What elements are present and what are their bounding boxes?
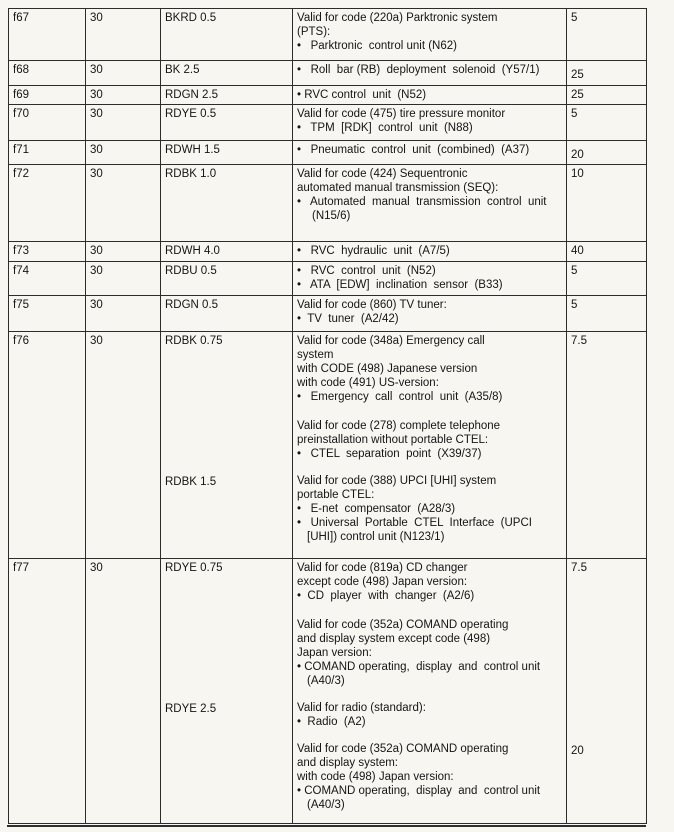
table-row: [9, 332, 647, 559]
fuse-id-cell: [9, 262, 86, 296]
amp-cell: [86, 242, 161, 262]
table-row: [9, 559, 647, 824]
desc-block: [297, 701, 561, 729]
desc-line: (N15/6): [312, 210, 351, 222]
desc-line: Valid for code (388) UPCI [UHI] system: [297, 475, 497, 487]
fuse-id-cell: [9, 105, 86, 141]
desc-block: [297, 419, 561, 461]
desc-line: Valid for code (424) Sequentronic: [297, 168, 468, 180]
desc-block: [297, 334, 561, 404]
desc-line: • Roll bar (RB) deployment solenoid (Y57/1): [297, 64, 540, 76]
desc-line: Valid for code (352a) COMAND operating: [297, 743, 509, 755]
wire-cell: [161, 9, 293, 61]
table-row: [9, 242, 647, 262]
wire-code: RDYE 2.5: [165, 703, 217, 715]
rating-value: 25: [571, 89, 584, 101]
fuse-id: f67: [13, 12, 29, 24]
rating-value: 25: [571, 69, 584, 81]
rating-cell: [567, 296, 647, 332]
fuse-id-cell: [9, 296, 86, 332]
desc-line: with CODE (498) Japanese version: [297, 363, 478, 375]
desc-line: Valid for code (475) tire pressure monitor: [297, 108, 506, 120]
desc-line: • Radio (A2): [297, 716, 366, 728]
wire-cell: [161, 332, 293, 559]
rating-cell: [567, 86, 647, 105]
rating-cell: [567, 9, 647, 61]
amp-cell: [86, 105, 161, 141]
rating-value: 5: [571, 299, 578, 311]
wire-code: RDWH 4.0: [165, 245, 220, 257]
fuse-id-cell: [9, 86, 86, 105]
table-row: [9, 165, 647, 242]
wire-cell: [161, 262, 293, 296]
desc-block: [297, 742, 561, 812]
desc-line: • TPM [RDK] control unit (N88): [297, 122, 473, 134]
desc-line: • RVC control unit (N52): [297, 89, 427, 101]
rating-cell: [567, 332, 647, 559]
desc-line: Valid for code (819a) CD changer: [297, 562, 468, 574]
desc-line: • Universal Portable CTEL Interface (UPCI: [297, 517, 532, 529]
amp-value: 30: [90, 299, 103, 311]
amp-cell: [86, 332, 161, 559]
rating-value: 7.5: [571, 562, 587, 574]
rating-value: 20: [571, 149, 584, 161]
amp-cell: [86, 86, 161, 105]
desc-line: • COMAND operating, display and control unit: [297, 661, 541, 673]
desc-line: • CD player with changer (A2/6): [297, 590, 475, 602]
desc-line: • ATA [EDW] inclination sensor (B33): [297, 279, 503, 291]
desc-cell: [293, 262, 567, 296]
fuse-id: f75: [13, 299, 29, 311]
amp-value: 30: [90, 335, 103, 347]
desc-cell: [293, 141, 567, 165]
desc-line: Japan version:: [297, 647, 372, 659]
desc-line: • COMAND operating, display and control unit: [297, 785, 541, 797]
wire-cell: [161, 86, 293, 105]
desc-cell: [293, 86, 567, 105]
amp-value: 30: [90, 64, 103, 76]
fuse-id-cell: [9, 242, 86, 262]
rating-value: 40: [571, 245, 584, 257]
wire-cell: [161, 559, 293, 824]
desc-line: automated manual transmission (SEQ):: [297, 182, 499, 194]
amp-cell: [86, 9, 161, 61]
desc-line: [UHI]) control unit (N123/1): [307, 531, 445, 543]
amp-value: 30: [90, 245, 103, 257]
amp-cell: [86, 262, 161, 296]
desc-cell: [293, 61, 567, 86]
fuse-id-cell: [9, 141, 86, 165]
desc-line: • Pneumatic control unit (combined) (A37): [297, 144, 530, 156]
desc-line: (A40/3): [307, 799, 345, 811]
desc-line: Valid for code (352a) COMAND operating: [297, 619, 509, 631]
desc-block: [297, 561, 561, 603]
desc-line: with code (491) US-version:: [297, 377, 439, 389]
wire-code: RDGN 2.5: [165, 89, 219, 101]
amp-value: 30: [90, 108, 103, 120]
amp-value: 30: [90, 265, 103, 277]
wire-code: RDGN 0.5: [165, 299, 219, 311]
desc-line: • RVC hydraulic unit (A7/5): [297, 245, 450, 257]
wire-code: RDWH 1.5: [165, 144, 220, 156]
fuse-table: [8, 8, 647, 824]
table-row: [9, 105, 647, 141]
amp-value: 30: [90, 562, 103, 574]
fuse-id-cell: [9, 559, 86, 824]
table-row: [9, 262, 647, 296]
desc-cell: [293, 332, 567, 559]
fuse-id-cell: [9, 332, 86, 559]
rating-cell: [567, 165, 647, 242]
fuse-id: f69: [13, 89, 29, 101]
amp-cell: [86, 296, 161, 332]
fuse-id-cell: [9, 165, 86, 242]
fuse-id: f76: [13, 335, 29, 347]
amp-value: 30: [90, 89, 103, 101]
amp-value: 30: [90, 168, 103, 180]
wire-cell: [161, 296, 293, 332]
desc-line: and display system except code (498): [297, 633, 491, 645]
wire-code: RDBK 1.0: [165, 168, 217, 180]
wire-code: RDYE 0.5: [165, 108, 217, 120]
amp-cell: [86, 165, 161, 242]
fuse-id: f71: [13, 144, 29, 156]
amp-cell: [86, 141, 161, 165]
wire-cell: [161, 105, 293, 141]
fuse-id: f68: [13, 64, 29, 76]
desc-line: • Emergency call control unit (A35/8): [297, 391, 503, 403]
desc-line: portable CTEL:: [297, 489, 375, 501]
fuse-id: f70: [13, 108, 29, 120]
amp-cell: [86, 61, 161, 86]
wire-code: BK 2.5: [165, 64, 200, 76]
fuse-id-cell: [9, 61, 86, 86]
page-bottom-rule: [7, 825, 646, 827]
desc-line: except code (498) Japan version:: [297, 576, 468, 588]
rating-cell: [567, 105, 647, 141]
desc-line: (PTS):: [297, 26, 331, 38]
desc-cell: [293, 9, 567, 61]
desc-cell: [293, 296, 567, 332]
desc-line: Valid for radio (standard):: [297, 702, 426, 714]
rating-cell: [567, 262, 647, 296]
desc-line: • Parktronic control unit (N62): [297, 40, 457, 52]
rating-value: 7.5: [571, 335, 587, 347]
rating-value: 5: [571, 12, 578, 24]
desc-line: with code (498) Japan version:: [297, 771, 454, 783]
desc-cell: [293, 165, 567, 242]
desc-line: Valid for code (348a) Emergency call: [297, 335, 485, 347]
rating-value: 5: [571, 108, 578, 120]
desc-block: [297, 618, 561, 688]
wire-code: BKRD 0.5: [165, 12, 217, 24]
desc-cell: [293, 242, 567, 262]
desc-line: • Automated manual transmission control unit: [297, 196, 547, 208]
rating-value: 10: [571, 168, 584, 180]
fuse-id: f72: [13, 168, 29, 180]
wire-cell: [161, 61, 293, 86]
wire-cell: [161, 165, 293, 242]
wire-code: RDYE 0.75: [165, 562, 223, 574]
table-row: [9, 141, 647, 165]
desc-line: and display system:: [297, 757, 398, 769]
desc-cell: [293, 559, 567, 824]
wire-code: RDBK 0.75: [165, 335, 223, 347]
desc-line: Valid for code (860) TV tuner:: [297, 299, 447, 311]
rating-value: 5: [571, 265, 578, 277]
fuse-id: f73: [13, 245, 29, 257]
desc-line: • CTEL separation point (X39/37): [297, 448, 482, 460]
desc-line: system: [297, 349, 334, 361]
table-row: [9, 296, 647, 332]
table-row: [9, 61, 647, 86]
rating-cell: [567, 61, 647, 86]
amp-cell: [86, 559, 161, 824]
desc-line: Valid for code (220a) Parktronic system: [297, 12, 498, 24]
desc-block: [297, 474, 561, 544]
wire-code: RDBK 1.5: [165, 476, 217, 488]
desc-line: • TV tuner (A2/42): [297, 313, 399, 325]
desc-line: • RVC control unit (N52): [297, 265, 436, 277]
wire-code: RDBU 0.5: [165, 265, 217, 277]
desc-line: preinstallation without portable CTEL:: [297, 434, 489, 446]
rating-cell: [567, 242, 647, 262]
amp-value: 30: [90, 144, 103, 156]
wire-cell: [161, 141, 293, 165]
rating-cell: [567, 141, 647, 165]
table-row: [9, 9, 647, 61]
desc-line: Valid for code (278) complete telephone: [297, 420, 501, 432]
fuse-id: f77: [13, 562, 29, 574]
wire-cell: [161, 242, 293, 262]
desc-line: • E-net compensator (A28/3): [297, 503, 456, 515]
fuse-id-cell: [9, 9, 86, 61]
desc-line: (A40/3): [307, 675, 345, 687]
desc-cell: [293, 105, 567, 141]
table-row: [9, 86, 647, 105]
amp-value: 30: [90, 12, 103, 24]
rating-value: 20: [571, 745, 584, 757]
fuse-id: f74: [13, 265, 29, 277]
rating-cell: [567, 559, 647, 824]
